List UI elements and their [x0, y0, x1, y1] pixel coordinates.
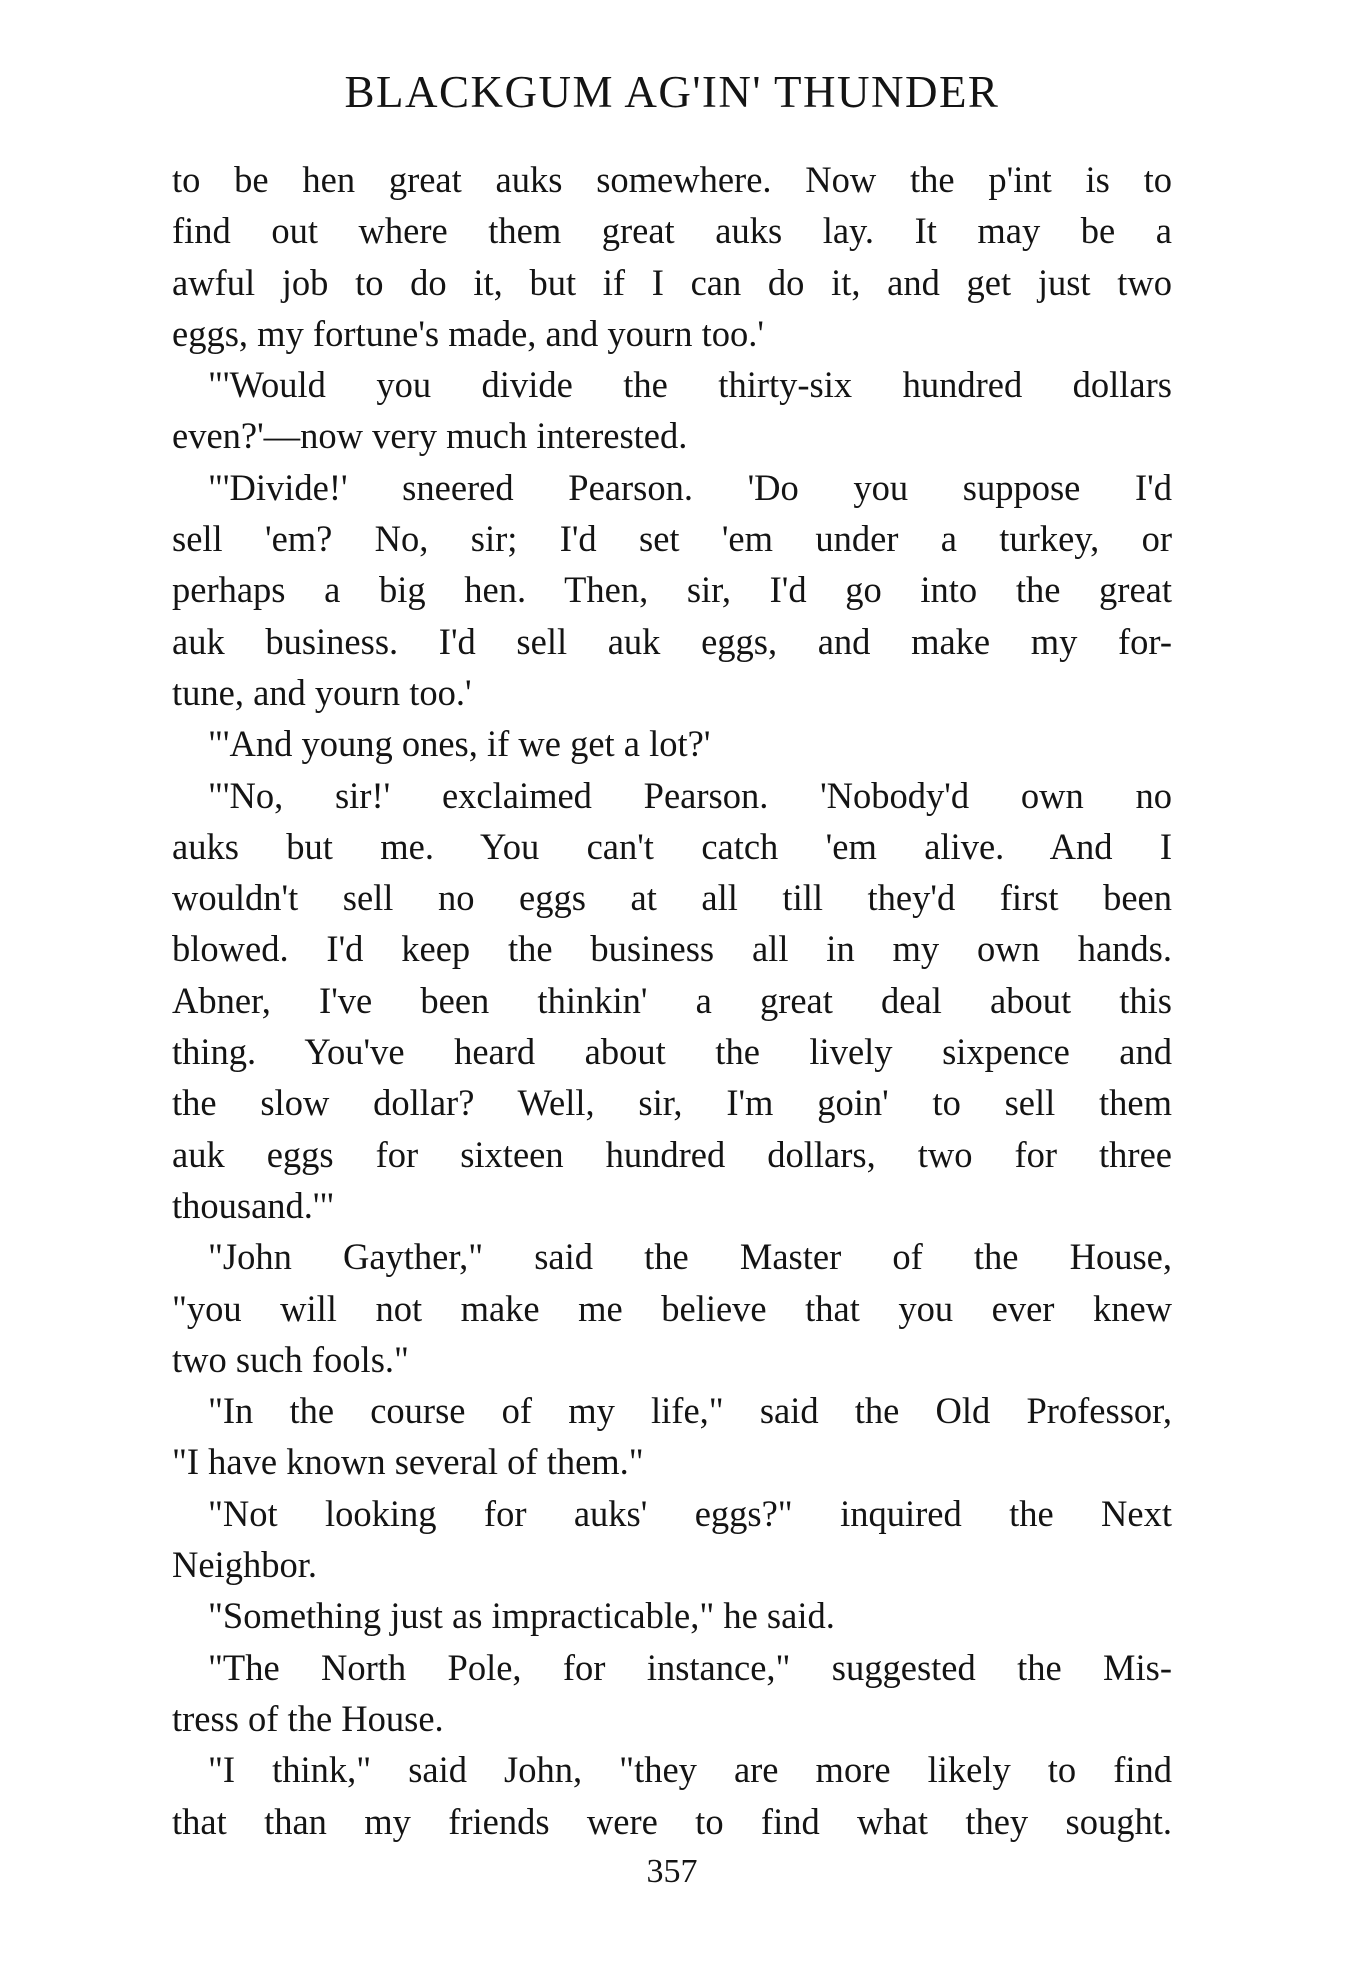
text-line: "'No, sir!' exclaimed Pearson. 'Nobody'd own no — [208, 774, 1172, 816]
running-head: BLACKGUM AG'IN' THUNDER — [344, 67, 1000, 117]
text-line: auks but me. You can't catch 'em alive. And I — [172, 825, 1172, 867]
text-line: eggs, my fortune's made, and yourn too.' — [172, 312, 764, 354]
text-line: auk business. I'd sell auk eggs, and make my for- — [172, 620, 1172, 662]
paragraph — [172, 1488, 1172, 1591]
page-number: 357 — [646, 1853, 698, 1890]
text-line: the slow dollar? Well, sir, I'm goin' to sell them — [172, 1082, 1172, 1124]
text-line: even?'—now very much interested. — [172, 415, 688, 457]
text-line: "'And young ones, if we get a lot?' — [208, 723, 711, 765]
text-line: "'Divide!' sneered Pearson. 'Do you suppose I'd — [208, 466, 1172, 508]
text-line: "I think," said John, "they are more likely to find — [208, 1749, 1172, 1791]
text-line: Neighbor. — [172, 1544, 317, 1586]
text-line: "Not looking for auks' eggs?" inquired the Next — [208, 1492, 1172, 1534]
text-line: auk eggs for sixteen hundred dollars, two for three — [172, 1133, 1172, 1175]
text-line: to be hen great auks somewhere. Now the p'int is to — [172, 159, 1172, 200]
paragraph — [172, 1744, 1172, 1847]
text-line: "John Gayther," said the Master of the House, — [208, 1236, 1172, 1278]
text-line: awful job to do it, but if I can do it, and get just two — [172, 261, 1172, 303]
paragraph — [172, 718, 1172, 769]
text-line: that than my friends were to find what they sought. — [172, 1800, 1172, 1842]
text-line: thousand.'" — [172, 1184, 335, 1226]
text-line: "In the course of my life," said the Old Professor, — [208, 1390, 1172, 1432]
text-line: two such fools." — [172, 1338, 409, 1380]
paragraph — [172, 154, 1172, 359]
text-line: "you will not make me believe that you ever knew — [172, 1287, 1172, 1329]
text-line: thing. You've heard about the lively sixpence and — [172, 1031, 1172, 1073]
text-line: find out where them great auks lay. It may be a — [172, 210, 1172, 252]
text-line: wouldn't sell no eggs at all till they'd first been — [172, 877, 1172, 919]
text-line: "Something just as impracticable," he said. — [208, 1595, 835, 1637]
text-line: tress of the House. — [172, 1697, 444, 1739]
text-line: blowed. I'd keep the business all in my own hands. — [172, 928, 1172, 970]
paragraph — [172, 770, 1172, 1232]
paragraph — [172, 1642, 1172, 1745]
text-line: perhaps a big hen. Then, sir, I'd go into the great — [172, 569, 1172, 611]
text-line: tune, and yourn too.' — [172, 671, 472, 713]
text-line: "The North Pole, for instance," suggested the Mis- — [208, 1646, 1172, 1688]
text-line: Abner, I've been thinkin' a great deal about this — [172, 979, 1172, 1021]
text-line: "I have known several of them." — [172, 1441, 644, 1483]
paragraph — [172, 1231, 1172, 1385]
paragraph — [172, 462, 1172, 718]
body-text — [172, 154, 1172, 1847]
paragraph — [172, 1590, 1172, 1641]
text-line: "'Would you divide the thirty-six hundred dollars — [208, 364, 1172, 406]
paragraph — [172, 359, 1172, 462]
text-line: sell 'em? No, sir; I'd set 'em under a turkey, or — [172, 518, 1172, 560]
paragraph — [172, 1385, 1172, 1488]
